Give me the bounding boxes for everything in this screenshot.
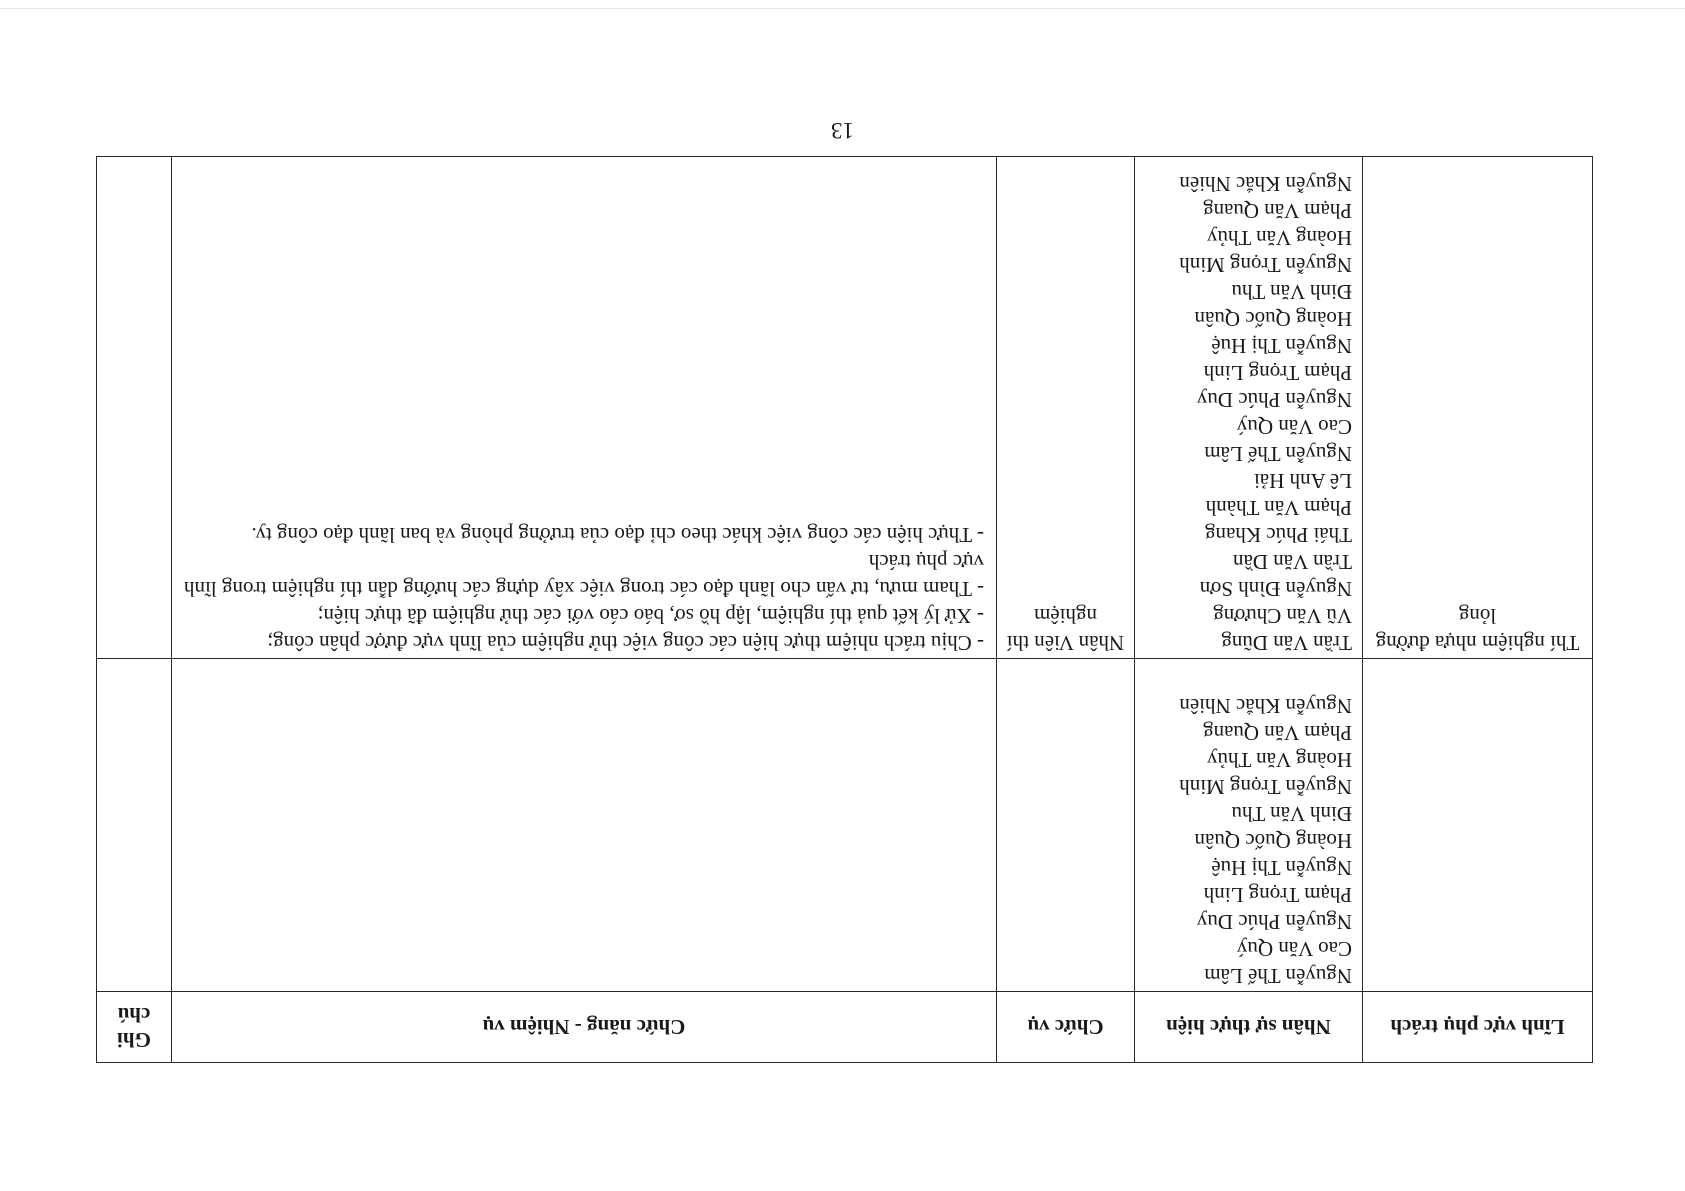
duty-item: - Thực hiện các công việc khác theo chỉ đạo của trưởng phòng và ban lãnh đạo công ty. [251, 523, 984, 547]
responsibility-table [96, 156, 1593, 1063]
header-position: Chức vụ [997, 992, 1135, 1063]
staff-cell [1135, 659, 1363, 992]
staff-name: Hoàng Văn Thủy [1206, 748, 1352, 772]
table-row [97, 157, 1593, 659]
staff-name: Phạm Văn Quang [1203, 721, 1352, 745]
area-cell [1363, 659, 1593, 992]
staff-name: Hoàng Quốc Quân [1194, 307, 1352, 331]
staff-name: Phạm Trọng Linh [1203, 883, 1352, 907]
staff-name: Đinh Văn Thu [1231, 280, 1352, 304]
position-cell [997, 659, 1135, 992]
duty-item: - Chịu trách nhiệm thực hiện các công việc thử nghiệm của lĩnh vực được phân công; [267, 631, 984, 655]
staff-name: Cao Văn Quý [1236, 415, 1352, 439]
scan-edge-line [0, 8, 1685, 9]
table-row [97, 659, 1593, 992]
staff-cell [1135, 157, 1363, 659]
staff-name: Phạm Văn Quang [1203, 199, 1352, 223]
staff-name: Nguyễn Phúc Duy [1196, 910, 1352, 934]
staff-name: Nguyễn Thị Huệ [1211, 334, 1352, 358]
staff-name: Nguyễn Trọng Minh [1179, 253, 1352, 277]
staff-name: Trần Văn Dần [1233, 550, 1352, 574]
staff-name: Nguyễn Phúc Duy [1196, 388, 1352, 412]
staff-name: Nguyễn Khắc Nhiên [1179, 694, 1352, 718]
staff-name: Hoàng Văn Thủy [1206, 226, 1352, 250]
header-staff: Nhân sự thực hiện [1135, 992, 1363, 1063]
staff-name: Hoàng Quốc Quân [1194, 829, 1352, 853]
staff-name: Nguyễn Khắc Nhiên [1179, 172, 1352, 196]
header-functions: Chức năng - Nhiệm vụ [172, 992, 997, 1063]
staff-name: Phạm Văn Thành [1205, 496, 1352, 520]
staff-name: Cao Văn Quý [1236, 937, 1352, 961]
staff-name: Thái Phúc Khang [1205, 523, 1352, 547]
notes-cell [97, 659, 172, 992]
staff-name: Lê Anh Hải [1254, 469, 1352, 493]
page-number: 13 [831, 118, 854, 143]
staff-name: Trần Văn Dũng [1221, 631, 1352, 655]
staff-name: Đinh Văn Thu [1231, 802, 1352, 826]
staff-name: Nguyễn Thế Lâm [1204, 964, 1352, 988]
area-cell: Thí nghiệm nhựa đường lỏng [1363, 157, 1593, 659]
header-notes: Ghi chú [97, 992, 172, 1063]
staff-name: Phạm Trọng Linh [1203, 361, 1352, 385]
staff-name: Nguyễn Trọng Minh [1179, 775, 1352, 799]
staff-name: Nguyễn Thị Huệ [1211, 856, 1352, 880]
header-area: Lĩnh vực phụ trách [1363, 992, 1593, 1063]
duty-item: - Xử lý kết quả thí nghiệm, lập hồ sơ, báo cáo với các thử nghiệm đã thực hiện; [317, 604, 984, 628]
staff-name: Nguyễn Thế Lâm [1204, 442, 1352, 466]
functions-cell [172, 157, 997, 659]
position-cell: Nhân Viên thí nghiệm [997, 157, 1135, 659]
duty-item: - Tham mưu, tư vấn cho lãnh đạo các trong việc xây dựng các hướng dẫn thí nghiệm trong lĩnh vực phụ trách [184, 550, 984, 601]
staff-name: Nguyễn Đình Sơn [1199, 577, 1352, 601]
functions-cell [172, 659, 997, 992]
table-header-row [97, 992, 1593, 1063]
staff-name: Vũ Văn Chương [1213, 604, 1352, 628]
notes-cell [97, 157, 172, 659]
